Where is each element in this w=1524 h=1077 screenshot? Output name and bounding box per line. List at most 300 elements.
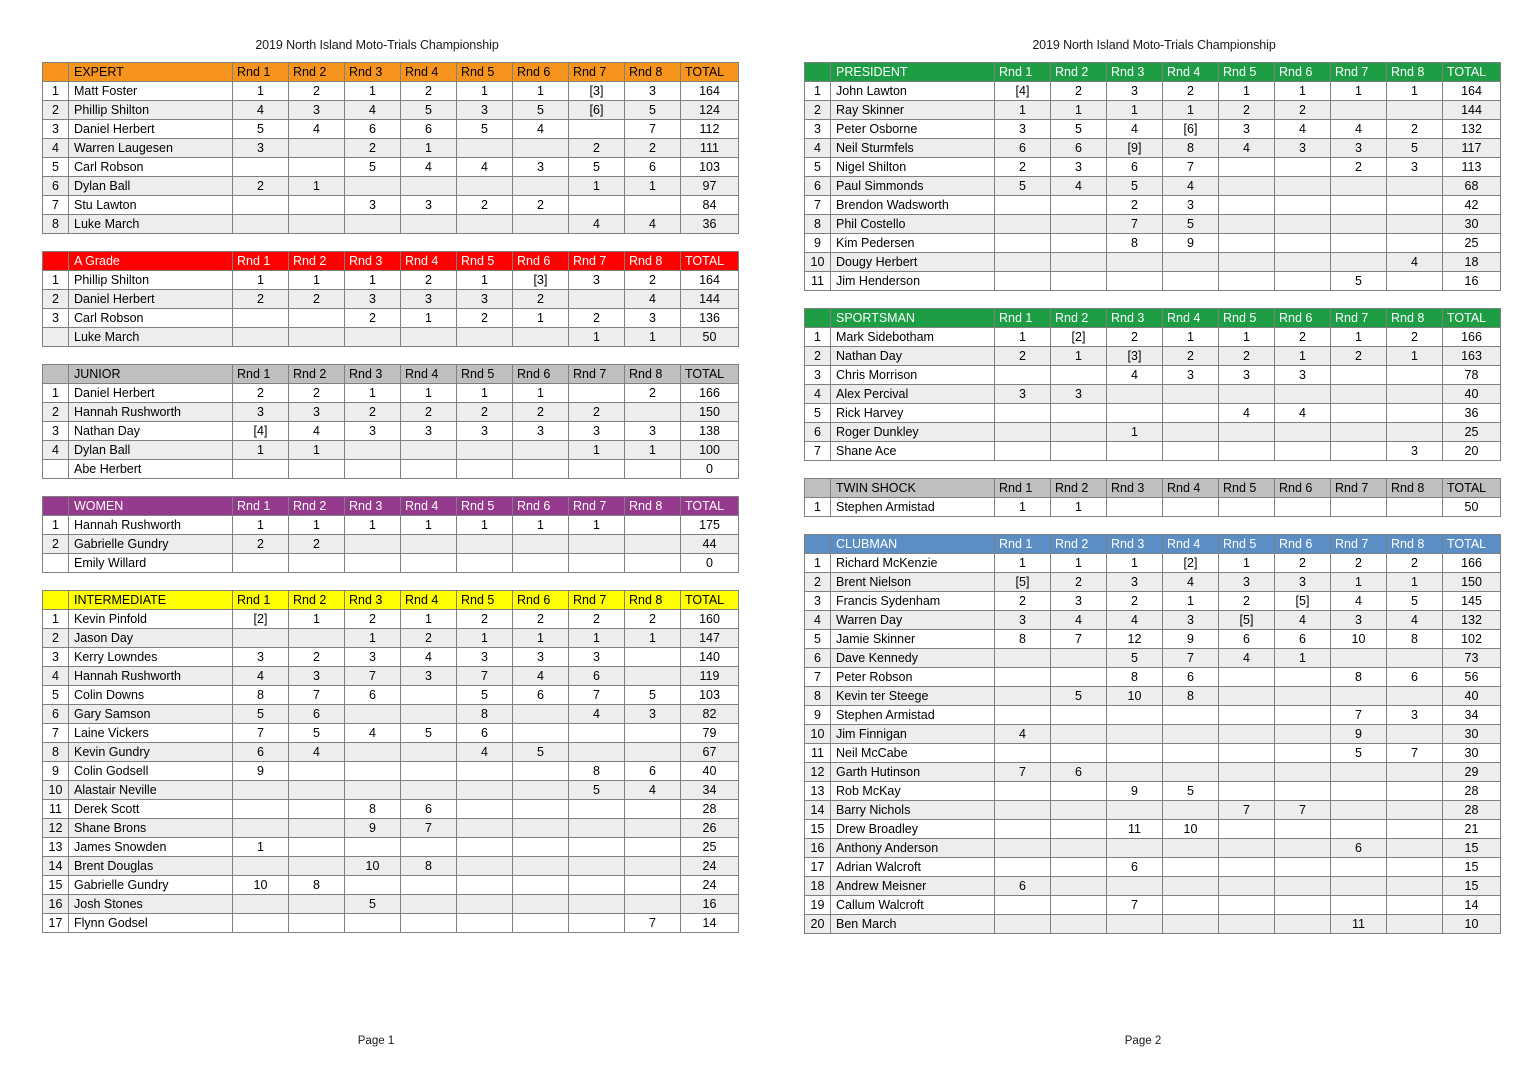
row-total-points: 30 <box>1443 725 1501 744</box>
row-round-1-score: 9 <box>233 762 289 781</box>
row-total-points: 24 <box>681 876 739 895</box>
row-round-3-score <box>1107 272 1163 291</box>
row-total-points: 166 <box>1443 328 1501 347</box>
page-1-body <box>0 0 762 1035</box>
row-round-8-score: 3 <box>1387 158 1443 177</box>
row-rider-name: Hannah Rushworth <box>69 516 233 535</box>
table-row <box>805 253 1501 272</box>
row-rider-name: Mark Sidebotham <box>831 328 995 347</box>
row-round-1-score: 2 <box>233 290 289 309</box>
row-position: 7 <box>805 442 831 461</box>
row-round-1-score: 1 <box>233 441 289 460</box>
row-round-5-score: 2 <box>1219 592 1275 611</box>
row-position <box>43 554 69 573</box>
row-round-1-score <box>233 914 289 933</box>
row-round-4-score: 4 <box>1163 177 1219 196</box>
header-round-5: Rnd 5 <box>457 63 513 82</box>
row-round-4-score <box>1163 725 1219 744</box>
row-round-3-score: 2 <box>1107 196 1163 215</box>
row-round-2-score <box>289 196 345 215</box>
row-rider-name: Roger Dunkley <box>831 423 995 442</box>
row-round-6-score: 2 <box>513 290 569 309</box>
header-round-8: Rnd 8 <box>1387 309 1443 328</box>
row-round-4-score: 8 <box>1163 687 1219 706</box>
row-round-6-score: 1 <box>513 309 569 328</box>
table-row <box>43 384 739 403</box>
row-round-8-score <box>1387 272 1443 291</box>
row-position: 12 <box>43 819 69 838</box>
row-round-6-score <box>513 554 569 573</box>
row-round-8-score: 7 <box>625 914 681 933</box>
header-category-name: TWIN SHOCK <box>831 479 995 498</box>
row-round-8-score <box>625 516 681 535</box>
row-round-3-score <box>1107 763 1163 782</box>
row-round-7-score: 1 <box>1331 573 1387 592</box>
header-total: TOTAL <box>1443 309 1501 328</box>
row-round-4-score <box>401 895 457 914</box>
row-round-1-score: 3 <box>233 403 289 422</box>
row-round-7-score: [3] <box>569 82 625 101</box>
row-round-6-score: 2 <box>513 196 569 215</box>
row-round-1-score <box>995 196 1051 215</box>
row-round-5-score: 6 <box>457 724 513 743</box>
row-round-1-score: 3 <box>995 385 1051 404</box>
row-round-1-score <box>995 668 1051 687</box>
table-row <box>805 725 1501 744</box>
row-round-8-score <box>625 460 681 479</box>
row-rider-name: Hannah Rushworth <box>69 667 233 686</box>
row-round-8-score <box>1387 782 1443 801</box>
row-round-4-score: 1 <box>401 516 457 535</box>
row-round-1-score: 7 <box>233 724 289 743</box>
row-rider-name: Brent Douglas <box>69 857 233 876</box>
table-row <box>43 271 739 290</box>
row-round-5-score: 8 <box>457 705 513 724</box>
row-position: 3 <box>805 592 831 611</box>
row-round-7-score <box>569 196 625 215</box>
table-row <box>805 101 1501 120</box>
row-round-8-score <box>1387 763 1443 782</box>
row-round-1-score <box>995 744 1051 763</box>
table-row <box>805 442 1501 461</box>
row-round-4-score: 3 <box>1163 196 1219 215</box>
row-position: 6 <box>43 705 69 724</box>
row-round-7-score <box>1331 858 1387 877</box>
row-total-points: 103 <box>681 158 739 177</box>
row-round-1-score: 3 <box>233 139 289 158</box>
header-round-3: Rnd 3 <box>345 365 401 384</box>
row-round-1-score: 1 <box>995 554 1051 573</box>
row-round-7-score <box>569 800 625 819</box>
row-round-3-score <box>1107 915 1163 934</box>
row-round-4-score: 2 <box>1163 347 1219 366</box>
row-position: 19 <box>805 896 831 915</box>
row-round-3-score: 5 <box>1107 649 1163 668</box>
table-row <box>43 762 739 781</box>
row-position: 7 <box>43 196 69 215</box>
row-round-8-score <box>1387 839 1443 858</box>
table-row <box>43 629 739 648</box>
row-position: 13 <box>805 782 831 801</box>
row-round-7-score <box>569 743 625 762</box>
row-round-1-score: 2 <box>233 384 289 403</box>
header-category-name: CLUBMAN <box>831 535 995 554</box>
row-round-7-score: 1 <box>569 516 625 535</box>
table-row <box>805 328 1501 347</box>
header-round-1: Rnd 1 <box>995 535 1051 554</box>
table-row <box>43 914 739 933</box>
row-total-points: 147 <box>681 629 739 648</box>
row-round-2-score: 4 <box>289 422 345 441</box>
header-round-8: Rnd 8 <box>625 63 681 82</box>
row-round-2-score <box>1051 234 1107 253</box>
table-row <box>43 667 739 686</box>
row-round-8-score: 1 <box>1387 573 1443 592</box>
header-round-4: Rnd 4 <box>401 63 457 82</box>
row-round-6-score <box>513 838 569 857</box>
row-round-6-score <box>1275 877 1331 896</box>
row-round-7-score: 7 <box>1331 706 1387 725</box>
row-round-5-score <box>457 838 513 857</box>
row-round-7-score <box>569 838 625 857</box>
row-round-3-score: [3] <box>1107 347 1163 366</box>
header-total: TOTAL <box>1443 63 1501 82</box>
row-round-3-score <box>345 215 401 234</box>
row-round-8-score <box>625 535 681 554</box>
row-round-1-score <box>995 801 1051 820</box>
row-round-8-score: 3 <box>625 705 681 724</box>
row-position: 4 <box>805 611 831 630</box>
row-round-2-score <box>1051 744 1107 763</box>
row-total-points: 67 <box>681 743 739 762</box>
row-round-2-score: 8 <box>289 876 345 895</box>
row-round-5-score <box>1219 385 1275 404</box>
row-total-points: 78 <box>1443 366 1501 385</box>
row-round-1-score: 1 <box>233 516 289 535</box>
table-row <box>43 460 739 479</box>
header-position <box>43 591 69 610</box>
header-round-1: Rnd 1 <box>233 63 289 82</box>
row-round-6-score <box>1275 744 1331 763</box>
row-round-8-score <box>625 895 681 914</box>
row-round-4-score: 8 <box>401 857 457 876</box>
row-round-7-score: 9 <box>1331 725 1387 744</box>
row-total-points: 25 <box>1443 423 1501 442</box>
row-round-7-score <box>569 460 625 479</box>
header-round-3: Rnd 3 <box>1107 535 1163 554</box>
row-round-3-score: 3 <box>345 422 401 441</box>
table-header-row <box>43 591 739 610</box>
row-round-7-score: 8 <box>1331 668 1387 687</box>
row-round-7-score <box>1331 101 1387 120</box>
row-round-6-score: 3 <box>1275 366 1331 385</box>
row-round-3-score <box>1107 253 1163 272</box>
row-round-5-score: 1 <box>457 629 513 648</box>
header-round-1: Rnd 1 <box>995 63 1051 82</box>
row-position: 3 <box>43 422 69 441</box>
row-rider-name: Rob McKay <box>831 782 995 801</box>
row-round-1-score: 3 <box>995 611 1051 630</box>
row-round-1-score <box>233 309 289 328</box>
row-position: 2 <box>43 629 69 648</box>
row-round-5-score: 6 <box>1219 630 1275 649</box>
table-row <box>43 196 739 215</box>
row-round-1-score <box>995 215 1051 234</box>
row-round-5-score <box>457 819 513 838</box>
header-round-3: Rnd 3 <box>345 497 401 516</box>
row-round-6-score <box>1275 215 1331 234</box>
row-round-2-score <box>289 158 345 177</box>
table-row <box>805 915 1501 934</box>
header-position <box>43 365 69 384</box>
row-round-1-score: 1 <box>233 82 289 101</box>
table-row <box>43 120 739 139</box>
header-round-7: Rnd 7 <box>569 63 625 82</box>
row-rider-name: Stu Lawton <box>69 196 233 215</box>
row-round-4-score <box>1163 915 1219 934</box>
row-round-5-score <box>457 177 513 196</box>
row-round-1-score <box>233 328 289 347</box>
row-round-1-score: [4] <box>233 422 289 441</box>
row-round-8-score: 4 <box>625 215 681 234</box>
row-round-8-score: 6 <box>625 762 681 781</box>
row-round-5-score <box>1219 763 1275 782</box>
row-round-1-score: 1 <box>995 328 1051 347</box>
row-round-7-score <box>1331 801 1387 820</box>
header-round-4: Rnd 4 <box>1163 535 1219 554</box>
row-round-6-score: 1 <box>1275 82 1331 101</box>
header-round-6: Rnd 6 <box>1275 479 1331 498</box>
table-row <box>43 215 739 234</box>
row-total-points: 144 <box>1443 101 1501 120</box>
row-rider-name: Dougy Herbert <box>831 253 995 272</box>
row-round-2-score <box>1051 272 1107 291</box>
row-round-6-score <box>513 857 569 876</box>
row-round-1-score: 3 <box>233 648 289 667</box>
row-round-7-score: 1 <box>569 629 625 648</box>
row-round-4-score <box>1163 498 1219 517</box>
row-round-7-score <box>1331 649 1387 668</box>
row-round-6-score <box>1275 896 1331 915</box>
header-round-4: Rnd 4 <box>1163 63 1219 82</box>
row-position: 11 <box>43 800 69 819</box>
header-total: TOTAL <box>1443 479 1501 498</box>
row-round-3-score: 2 <box>345 309 401 328</box>
row-round-8-score: 2 <box>1387 120 1443 139</box>
row-round-8-score <box>1387 385 1443 404</box>
header-position <box>43 252 69 271</box>
row-round-7-score <box>569 895 625 914</box>
row-round-8-score: 4 <box>1387 253 1443 272</box>
row-round-5-score <box>457 895 513 914</box>
row-round-6-score: 3 <box>513 422 569 441</box>
row-round-6-score: 5 <box>513 743 569 762</box>
row-round-7-score <box>1331 404 1387 423</box>
row-rider-name: Ray Skinner <box>831 101 995 120</box>
row-round-4-score: 3 <box>401 196 457 215</box>
row-round-7-score: 5 <box>569 158 625 177</box>
row-round-2-score: 5 <box>1051 687 1107 706</box>
row-rider-name: Kevin ter Steege <box>831 687 995 706</box>
row-round-2-score <box>1051 366 1107 385</box>
row-rider-name: Paul Simmonds <box>831 177 995 196</box>
row-position: 10 <box>805 253 831 272</box>
row-round-1-score <box>233 800 289 819</box>
row-round-2-score: 1 <box>1051 554 1107 573</box>
row-round-2-score: 4 <box>289 120 345 139</box>
row-round-5-score <box>457 914 513 933</box>
row-round-3-score <box>1107 498 1163 517</box>
row-round-8-score: 1 <box>1387 82 1443 101</box>
row-position: 12 <box>805 763 831 782</box>
header-round-7: Rnd 7 <box>1331 535 1387 554</box>
row-round-2-score <box>1051 782 1107 801</box>
row-round-3-score: 1 <box>345 516 401 535</box>
row-round-7-score <box>1331 763 1387 782</box>
row-round-5-score <box>457 781 513 800</box>
row-rider-name: Nathan Day <box>831 347 995 366</box>
row-round-7-score: [6] <box>569 101 625 120</box>
row-position <box>43 328 69 347</box>
row-round-6-score <box>513 705 569 724</box>
row-rider-name: John Lawton <box>831 82 995 101</box>
row-round-5-score: 5 <box>457 120 513 139</box>
row-round-6-score <box>1275 668 1331 687</box>
table-header-row <box>43 365 739 384</box>
row-round-2-score <box>289 328 345 347</box>
row-round-7-score: 1 <box>569 328 625 347</box>
row-round-5-score <box>457 460 513 479</box>
header-category-name: JUNIOR <box>69 365 233 384</box>
row-round-7-score <box>569 384 625 403</box>
row-round-2-score: 2 <box>1051 573 1107 592</box>
row-round-6-score <box>513 724 569 743</box>
header-round-7: Rnd 7 <box>1331 479 1387 498</box>
row-round-1-score <box>233 895 289 914</box>
row-round-1-score: 4 <box>995 725 1051 744</box>
row-round-4-score: 1 <box>1163 592 1219 611</box>
row-round-2-score: 6 <box>289 705 345 724</box>
row-total-points: 28 <box>1443 782 1501 801</box>
standings-table <box>42 251 739 347</box>
row-round-2-score: 4 <box>1051 177 1107 196</box>
row-round-2-score <box>289 838 345 857</box>
row-round-2-score: 1 <box>1051 347 1107 366</box>
row-round-3-score <box>345 914 401 933</box>
header-round-2: Rnd 2 <box>1051 535 1107 554</box>
row-round-6-score: 3 <box>513 158 569 177</box>
row-position <box>43 460 69 479</box>
row-round-7-score: 2 <box>569 610 625 629</box>
row-round-8-score: 2 <box>1387 328 1443 347</box>
header-round-7: Rnd 7 <box>569 497 625 516</box>
header-round-8: Rnd 8 <box>625 497 681 516</box>
row-round-1-score <box>995 896 1051 915</box>
row-round-2-score <box>1051 442 1107 461</box>
row-round-8-score: 1 <box>1387 347 1443 366</box>
row-round-5-score <box>1219 253 1275 272</box>
table-header-row <box>805 479 1501 498</box>
row-round-4-score: 4 <box>1163 573 1219 592</box>
standings-table <box>42 496 739 573</box>
table-row <box>805 592 1501 611</box>
row-position: 3 <box>43 309 69 328</box>
row-round-7-score <box>569 857 625 876</box>
row-round-2-score <box>1051 423 1107 442</box>
row-round-4-score: 3 <box>1163 366 1219 385</box>
row-round-1-score <box>995 858 1051 877</box>
row-round-4-score: 5 <box>1163 782 1219 801</box>
header-round-6: Rnd 6 <box>513 497 569 516</box>
row-position: 1 <box>805 328 831 347</box>
row-round-6-score: 1 <box>513 516 569 535</box>
row-rider-name: Alex Percival <box>831 385 995 404</box>
row-rider-name: Luke March <box>69 215 233 234</box>
header-round-7: Rnd 7 <box>569 365 625 384</box>
row-round-1-score <box>995 404 1051 423</box>
header-category-name: INTERMEDIATE <box>69 591 233 610</box>
row-position: 6 <box>805 649 831 668</box>
row-round-3-score <box>345 177 401 196</box>
row-round-3-score <box>1107 744 1163 763</box>
row-total-points: 30 <box>1443 744 1501 763</box>
row-round-1-score: [5] <box>995 573 1051 592</box>
row-total-points: 29 <box>1443 763 1501 782</box>
table-row <box>805 139 1501 158</box>
row-round-5-score <box>1219 158 1275 177</box>
header-round-5: Rnd 5 <box>1219 309 1275 328</box>
row-round-4-score <box>1163 272 1219 291</box>
header-round-5: Rnd 5 <box>1219 63 1275 82</box>
row-round-6-score <box>1275 177 1331 196</box>
row-round-3-score <box>345 743 401 762</box>
row-round-4-score <box>1163 442 1219 461</box>
row-round-3-score: [9] <box>1107 139 1163 158</box>
row-rider-name: Colin Downs <box>69 686 233 705</box>
header-position <box>43 497 69 516</box>
row-rider-name: Kevin Gundry <box>69 743 233 762</box>
row-position: 1 <box>43 516 69 535</box>
header-round-8: Rnd 8 <box>625 591 681 610</box>
header-round-3: Rnd 3 <box>1107 309 1163 328</box>
row-rider-name: Drew Broadley <box>831 820 995 839</box>
row-round-7-score: 4 <box>1331 120 1387 139</box>
row-round-4-score: 2 <box>1163 82 1219 101</box>
row-round-5-score: 3 <box>457 290 513 309</box>
page-2-body <box>762 0 1524 1035</box>
row-round-3-score <box>1107 725 1163 744</box>
row-round-8-score <box>625 857 681 876</box>
page-title: 2019 North Island Moto-Trials Championship <box>1032 38 1276 52</box>
row-round-4-score: [6] <box>1163 120 1219 139</box>
row-round-3-score: 12 <box>1107 630 1163 649</box>
row-round-1-score <box>233 554 289 573</box>
table-row <box>805 801 1501 820</box>
header-round-2: Rnd 2 <box>1051 309 1107 328</box>
row-round-5-score <box>457 554 513 573</box>
row-round-4-score <box>401 838 457 857</box>
row-round-6-score <box>1275 839 1331 858</box>
row-round-4-score: 7 <box>1163 158 1219 177</box>
standings-table <box>804 62 1501 291</box>
row-round-6-score <box>1275 196 1331 215</box>
row-round-3-score: 5 <box>345 158 401 177</box>
row-rider-name: Alastair Neville <box>69 781 233 800</box>
row-round-3-score: 1 <box>345 82 401 101</box>
row-round-8-score <box>625 554 681 573</box>
table-row <box>805 404 1501 423</box>
row-round-4-score: 3 <box>1163 611 1219 630</box>
